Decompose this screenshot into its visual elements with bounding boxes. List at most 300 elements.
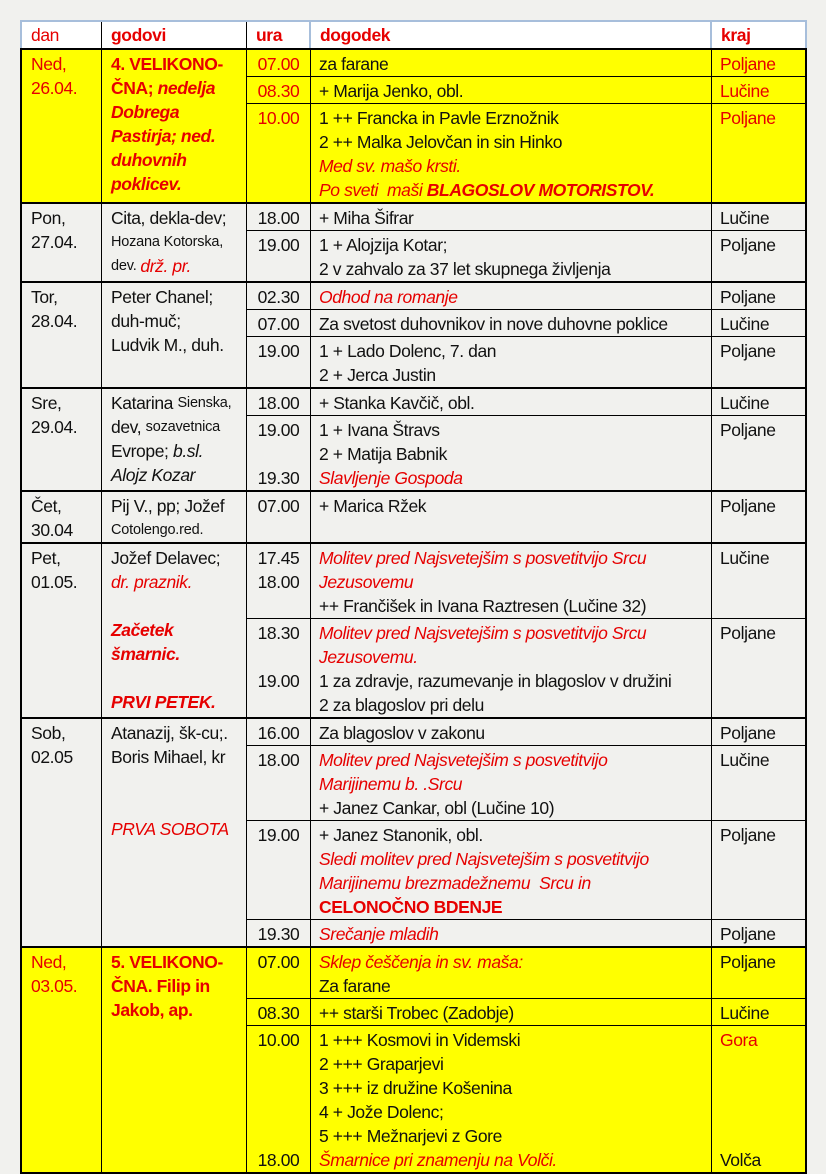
place-line: [712, 895, 805, 919]
schedule-subrow: [247, 50, 805, 77]
place-line: [712, 1076, 805, 1100]
place-cell: [712, 719, 805, 745]
schedule-subrow: [247, 619, 805, 717]
event-line: [311, 154, 711, 178]
place-line: [712, 645, 805, 669]
place-line: [712, 178, 805, 202]
feast-text: ČNA. Filip in: [111, 975, 210, 996]
day-text: Tor,: [31, 286, 58, 307]
header-kraj: kraj: [721, 24, 751, 45]
day-line: [22, 230, 101, 254]
event-text: 1 +++ Kosmovi in Videmski: [319, 1029, 521, 1050]
day-line: [22, 285, 101, 309]
place-text: Lučine: [720, 749, 770, 770]
time-line: [247, 950, 310, 974]
time-line: [247, 257, 310, 281]
event-text: 2 za blagoslov pri delu: [319, 694, 484, 715]
feast-cell: [102, 283, 247, 387]
place-text: Gora: [720, 1029, 758, 1050]
feast-text: drž. pr.: [140, 255, 191, 276]
event-line: [311, 206, 711, 230]
day-cell: [22, 204, 102, 281]
place-line: [712, 233, 805, 257]
schedule-subrow: [247, 104, 805, 202]
place-line: [712, 442, 805, 466]
feast-text: nedelja: [157, 77, 216, 98]
day-block: [22, 717, 805, 946]
header-dan: dan: [22, 22, 102, 48]
time-cell: [247, 746, 311, 820]
feast-line: [102, 439, 246, 463]
time-line: [247, 823, 310, 847]
feast-text: dr. praznik.: [111, 571, 193, 592]
time-line: [247, 442, 310, 466]
feast-text: Pij V., pp; Jožef: [111, 495, 225, 516]
day-line: [22, 415, 101, 439]
mass-schedule-table: [20, 20, 807, 1174]
feast-line: [102, 463, 246, 487]
event-line: [311, 950, 711, 974]
subrows: [247, 948, 805, 1172]
event-text: Sledi molitev pred Najsvetejšim s posvetitvijo: [319, 848, 649, 869]
event-line: [311, 1124, 711, 1148]
event-cell: [311, 310, 712, 336]
place-cell: [712, 746, 805, 820]
event-text: Jezusovemu: [319, 571, 414, 592]
day-line: [22, 950, 101, 974]
event-text: BLAGOSLOV MOTORISTOV.: [426, 179, 655, 200]
time-text: 19.00: [257, 670, 300, 691]
feast-text: PRVA SOBOTA: [111, 818, 229, 839]
place-line: [712, 285, 805, 309]
feast-line: [102, 148, 246, 172]
day-line: [22, 518, 101, 542]
feast-line: [102, 666, 246, 690]
event-line: [311, 570, 711, 594]
event-line: [311, 823, 711, 847]
feast-line: [102, 415, 246, 439]
time-text: 07.00: [257, 951, 300, 972]
feast-line: [102, 570, 246, 594]
day-text: Pet,: [31, 547, 61, 568]
event-line: [311, 748, 711, 772]
event-text: 5 +++ Mežnarjevi z Gore: [319, 1125, 502, 1146]
event-text: 1 ++ Francka in Pavle Erznožnik: [319, 107, 559, 128]
place-cell: [712, 104, 805, 202]
schedule-subrow: [247, 492, 805, 542]
time-line: [247, 391, 310, 415]
feast-text: Atanazij, šk-cu;.: [111, 722, 228, 743]
time-line: [247, 130, 310, 154]
feast-cell: [102, 948, 247, 1172]
place-cell: [712, 77, 805, 103]
event-line: [311, 1052, 711, 1076]
place-cell: [712, 948, 805, 998]
schedule-subrow: [247, 544, 805, 619]
subrows: [247, 389, 805, 490]
place-line: [712, 1052, 805, 1076]
feast-line: [102, 974, 246, 998]
event-text: + Janez Cankar, obl (Lučine 10): [319, 797, 555, 818]
event-line: [311, 1001, 711, 1025]
place-cell: [712, 619, 805, 717]
event-text: 4 + Jože Dolenc;: [319, 1101, 444, 1122]
day-cell: [22, 719, 102, 946]
event-text: 2 +++ Graparjevi: [319, 1053, 444, 1074]
place-cell: [712, 50, 805, 76]
event-cell: [311, 389, 712, 415]
feast-text: b.sl.: [172, 440, 204, 461]
time-line: [247, 206, 310, 230]
event-line: [311, 721, 711, 745]
place-line: [712, 1028, 805, 1052]
subrows: [247, 204, 805, 281]
event-cell: [311, 204, 712, 230]
feast-text: Boris Mihael, kr: [111, 746, 226, 767]
time-text: 19.00: [257, 419, 300, 440]
time-text: 18.00: [257, 1149, 300, 1170]
feast-text: dev.: [111, 258, 141, 274]
feast-line: [102, 793, 246, 817]
place-cell: [712, 283, 805, 309]
event-text: Za blagoslov v zakonu: [319, 722, 485, 743]
feast-line: [102, 206, 246, 230]
place-text: Poljane: [720, 234, 776, 255]
feast-line: [102, 76, 246, 100]
place-line: [712, 391, 805, 415]
event-text: + Stanka Kavčič, obl.: [319, 392, 475, 413]
day-block: [22, 202, 805, 281]
place-cell: [712, 389, 805, 415]
schedule-subrow: [247, 231, 805, 281]
feast-cell: [102, 544, 247, 717]
event-text: 1 + Lado Dolenc, 7. dan: [319, 340, 497, 361]
event-line: [311, 233, 711, 257]
day-text: 02.05: [31, 746, 73, 767]
event-text: + Marica Ržek: [319, 495, 427, 516]
time-cell: [247, 999, 311, 1025]
feast-line: [102, 546, 246, 570]
place-line: [712, 312, 805, 336]
feast-line: [102, 333, 246, 357]
place-cell: [712, 544, 805, 618]
day-cell: [22, 389, 102, 490]
feast-text: Jožef Delavec;: [111, 547, 221, 568]
event-text: 2 + Matija Babnik: [319, 443, 447, 464]
day-text: 30.04: [31, 519, 73, 540]
feast-cell: [102, 204, 247, 281]
schedule-subrow: [247, 920, 805, 946]
day-line: [22, 206, 101, 230]
place-line: [712, 721, 805, 745]
feast-text: Hozana Kotorska,: [111, 234, 224, 250]
event-line: [311, 1028, 711, 1052]
place-line: [712, 772, 805, 796]
time-cell: [247, 283, 311, 309]
place-line: [712, 339, 805, 363]
time-cell: [247, 389, 311, 415]
time-text: 18.00: [257, 571, 300, 592]
time-line: [247, 1052, 310, 1076]
day-text: 28.04.: [31, 310, 78, 331]
table-body: [20, 48, 807, 1174]
day-block: [22, 490, 805, 542]
place-line: [712, 570, 805, 594]
event-cell: [311, 948, 712, 998]
time-cell: [247, 231, 311, 281]
day-text: 26.04.: [31, 77, 78, 98]
feast-cell: [102, 492, 247, 542]
place-text: Lučine: [720, 1002, 770, 1023]
place-line: [712, 950, 805, 974]
event-text: za farane: [319, 53, 389, 74]
schedule-subrow: [247, 204, 805, 231]
schedule-subrow: [247, 389, 805, 416]
event-line: [311, 621, 711, 645]
time-text: 08.30: [257, 80, 300, 101]
place-line: [712, 257, 805, 281]
time-text: 19.30: [257, 467, 300, 488]
time-text: 07.00: [257, 495, 300, 516]
event-text: 1 za zdravje, razumevanje in blagoslov v družini: [319, 670, 672, 691]
day-text: Sob,: [31, 722, 66, 743]
place-text: Poljane: [720, 107, 776, 128]
time-text: 18.30: [257, 622, 300, 643]
time-line: [247, 1076, 310, 1100]
time-text: 02.30: [257, 286, 300, 307]
event-text: Sklep češčenja in sv. maša:: [319, 951, 523, 972]
time-line: [247, 418, 310, 442]
place-cell: [712, 416, 805, 490]
event-cell: [311, 821, 712, 919]
place-cell: [712, 310, 805, 336]
feast-text: duh-muč;: [111, 310, 181, 331]
place-line: [712, 693, 805, 717]
feast-line: [102, 769, 246, 793]
time-line: [247, 546, 310, 570]
event-cell: [311, 77, 712, 103]
time-text: 19.00: [257, 824, 300, 845]
time-line: [247, 570, 310, 594]
event-text: CELONOČNO BDENJE: [319, 896, 503, 917]
feast-text: 5. VELIKONO-: [111, 951, 223, 972]
place-cell: [712, 999, 805, 1025]
event-line: [311, 772, 711, 796]
schedule-subrow: [247, 746, 805, 821]
time-line: [247, 1100, 310, 1124]
time-text: 19.30: [257, 923, 300, 944]
place-text: Poljane: [720, 340, 776, 361]
feast-text: Začetek: [111, 619, 174, 640]
time-cell: [247, 416, 311, 490]
place-text: Poljane: [720, 53, 776, 74]
event-line: [311, 693, 711, 717]
subrows: [247, 719, 805, 946]
feast-line: [102, 100, 246, 124]
feast-line: [102, 52, 246, 76]
time-text: 18.00: [257, 207, 300, 228]
place-text: Lučine: [720, 80, 770, 101]
place-text: Poljane: [720, 951, 776, 972]
schedule-subrow: [247, 948, 805, 999]
event-text: 2 ++ Malka Jelovčan in sin Hinko: [319, 131, 563, 152]
feast-cell: [102, 50, 247, 202]
day-cell: [22, 948, 102, 1172]
time-cell: [247, 719, 311, 745]
time-line: [247, 233, 310, 257]
place-line: [712, 823, 805, 847]
time-cell: [247, 821, 311, 919]
day-line: [22, 745, 101, 769]
event-line: [311, 974, 711, 998]
time-line: [247, 847, 310, 871]
place-cell: [712, 492, 805, 542]
time-line: [247, 1028, 310, 1052]
day-cell: [22, 492, 102, 542]
place-line: [712, 621, 805, 645]
event-line: [311, 466, 711, 490]
day-line: [22, 76, 101, 100]
feast-text: Evrope;: [111, 440, 173, 461]
schedule-subrow: [247, 719, 805, 746]
time-cell: [247, 948, 311, 998]
time-line: [247, 154, 310, 178]
time-text: 18.00: [257, 749, 300, 770]
event-text: Za svetost duhovnikov in nove duhovne poklice: [319, 313, 668, 334]
feast-line: [102, 690, 246, 714]
time-line: [247, 285, 310, 309]
event-cell: [311, 50, 712, 76]
place-line: [712, 363, 805, 387]
time-text: 19.00: [257, 340, 300, 361]
event-text: Šmarnice pri znamenju na Volči.: [319, 1149, 557, 1170]
feast-text: 4. VELIKONO-: [111, 53, 223, 74]
time-line: [247, 79, 310, 103]
place-cell: [712, 231, 805, 281]
place-text: Poljane: [720, 286, 776, 307]
day-text: 29.04.: [31, 416, 78, 437]
event-line: [311, 871, 711, 895]
place-text: Lučine: [720, 313, 770, 334]
place-line: [712, 130, 805, 154]
time-line: [247, 363, 310, 387]
event-text: 1 + Alojzija Kotar;: [319, 234, 448, 255]
event-line: [311, 1076, 711, 1100]
feast-text: Jakob, ap.: [111, 999, 193, 1020]
event-cell: [311, 719, 712, 745]
feast-text: Cotolengo.red.: [111, 522, 204, 538]
header-godovi: godovi: [102, 22, 247, 48]
day-line: [22, 391, 101, 415]
feast-text: Pastirja; ned.: [111, 125, 216, 146]
feast-text: Cita, dekla-dev;: [111, 207, 227, 228]
event-line: [311, 363, 711, 387]
event-text: ++ starši Trobec (Zadobje): [319, 1002, 514, 1023]
subrows: [247, 492, 805, 542]
feast-line: [102, 309, 246, 333]
place-line: [712, 1001, 805, 1025]
feast-line: [102, 494, 246, 518]
place-cell: [712, 204, 805, 230]
feast-text: Dobrega: [111, 101, 180, 122]
place-line: [712, 1148, 805, 1172]
event-text: 2 + Jerca Justin: [319, 364, 436, 385]
time-text: 10.00: [257, 1029, 300, 1050]
time-cell: [247, 77, 311, 103]
schedule-subrow: [247, 821, 805, 920]
event-line: [311, 669, 711, 693]
day-block: [22, 946, 805, 1172]
time-cell: [247, 310, 311, 336]
event-line: [311, 1100, 711, 1124]
event-line: [311, 285, 711, 309]
event-line: [311, 1148, 711, 1172]
schedule-subrow: [247, 416, 805, 490]
event-text: + Janez Stanonik, obl.: [319, 824, 483, 845]
place-line: [712, 871, 805, 895]
time-line: [247, 594, 310, 618]
day-text: 27.04.: [31, 231, 78, 252]
place-line: [712, 1124, 805, 1148]
time-text: 16.00: [257, 722, 300, 743]
event-line: [311, 339, 711, 363]
place-text: Poljane: [720, 495, 776, 516]
event-cell: [311, 920, 712, 946]
place-line: [712, 466, 805, 490]
time-line: [247, 621, 310, 645]
time-line: [247, 1124, 310, 1148]
place-cell: [712, 337, 805, 387]
place-text: Poljane: [720, 824, 776, 845]
event-cell: [311, 492, 712, 542]
feast-text: PRVI PETEK.: [111, 691, 216, 712]
event-line: [311, 847, 711, 871]
place-text: Lučine: [720, 392, 770, 413]
event-text: ++ Frančišek in Ivana Raztresen (Lučine 32): [319, 595, 647, 616]
time-line: [247, 1148, 310, 1172]
event-line: [311, 494, 711, 518]
feast-line: [102, 285, 246, 309]
day-line: [22, 546, 101, 570]
time-text: 07.00: [257, 53, 300, 74]
place-line: [712, 847, 805, 871]
time-line: [247, 339, 310, 363]
place-text: Lučine: [720, 207, 770, 228]
time-cell: [247, 492, 311, 542]
time-line: [247, 974, 310, 998]
time-line: [247, 693, 310, 717]
time-text: 18.00: [257, 392, 300, 413]
schedule-subrow: [247, 1026, 805, 1172]
feast-line: [102, 518, 246, 542]
event-text: + Miha Šifrar: [319, 207, 414, 228]
schedule-subrow: [247, 283, 805, 310]
subrows: [247, 50, 805, 202]
event-cell: [311, 999, 712, 1025]
time-text: 07.00: [257, 313, 300, 334]
feast-cell: [102, 389, 247, 490]
day-cell: [22, 283, 102, 387]
day-text: Ned,: [31, 53, 67, 74]
day-line: [22, 52, 101, 76]
place-line: [712, 494, 805, 518]
place-line: [712, 79, 805, 103]
place-text: Poljane: [720, 722, 776, 743]
place-text: Poljane: [720, 622, 776, 643]
event-cell: [311, 544, 712, 618]
subrows: [247, 283, 805, 387]
place-cell: [712, 1026, 805, 1172]
